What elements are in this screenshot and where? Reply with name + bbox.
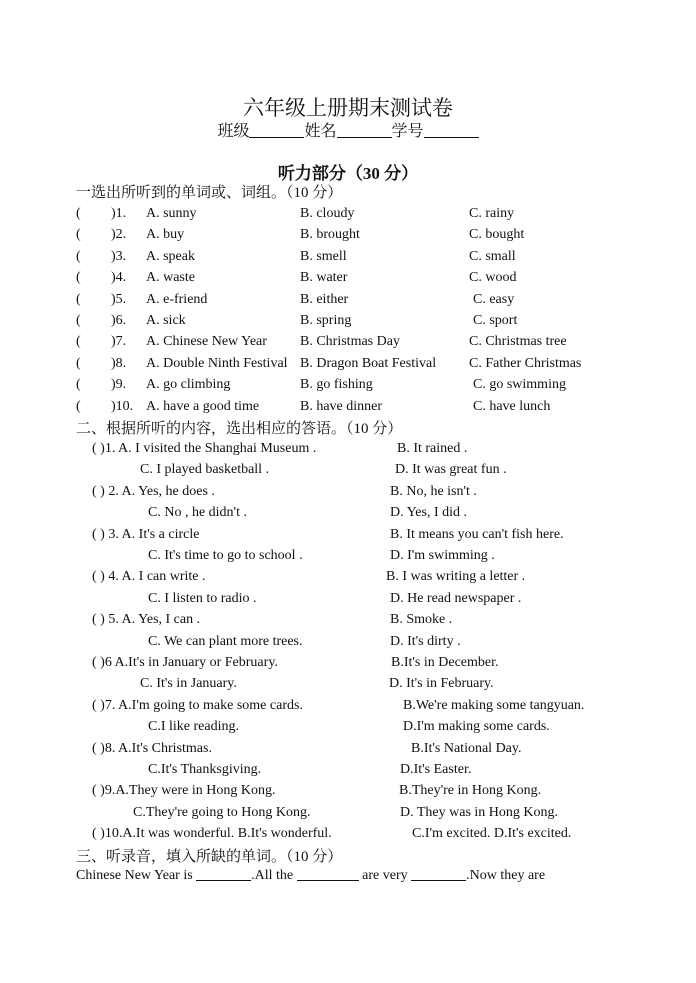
dialog-item-lead: ( )1. A. I visited the Shanghai Museum . — [92, 441, 317, 456]
question-number: )8. — [111, 356, 127, 371]
option-b: B. spring — [300, 313, 352, 328]
option-b: B. cloudy — [300, 206, 355, 221]
option-a: A. e-friend — [146, 292, 208, 307]
class-label: 班级 — [217, 123, 250, 140]
dialog-item-lead: ( ) 3. A. It's a circle — [92, 527, 200, 542]
dialog-item-lead: C. No , he didn't . — [148, 505, 247, 520]
dialog-item-lead: ( ) 4. A. I can write . — [92, 569, 206, 584]
dialog-item-lead: ( ) 5. A. Yes, I can . — [92, 612, 201, 627]
fill-blank-2[interactable] — [297, 866, 359, 881]
question-number: )3. — [111, 249, 127, 264]
question-number: )6. — [111, 313, 127, 328]
section1-title: 一选出所听到的单词或、词组。（10 分） — [76, 185, 343, 201]
dialog-item-lead: C. It's in January. — [140, 676, 237, 691]
dialog-item-right: D. He read newspaper . — [390, 591, 522, 606]
section3-title: 三、听录音，填入所缺的单词。（10 分） — [76, 849, 343, 865]
option-a: A. sick — [146, 313, 186, 328]
dialog-item-lead: C.They're going to Hong Kong. — [133, 805, 311, 820]
option-a: A. waste — [146, 270, 195, 285]
answer-paren: ( — [76, 249, 81, 264]
option-c: C. rainy — [469, 206, 515, 221]
option-b: B. Christmas Day — [300, 334, 400, 349]
dialog-item-right: B.We're making some tangyuan. — [403, 698, 585, 713]
dialog-item-right: B.It's National Day. — [411, 741, 522, 756]
fill-blank-3[interactable] — [411, 866, 466, 881]
fill-text-1: Chinese New Year is — [76, 868, 197, 883]
fill-text-2: .All the — [251, 868, 297, 883]
option-a: A. Chinese New Year — [146, 334, 267, 349]
dialog-item-right: B. No, he isn't . — [390, 484, 477, 499]
dialog-item-lead: ( ) 2. A. Yes, he does . — [92, 484, 215, 499]
answer-paren: ( — [76, 356, 81, 371]
dialog-item-right: D. It's in February. — [389, 676, 494, 691]
listening-heading: 听力部分（30 分） — [277, 164, 419, 183]
dialog-item-lead: ( )8. A.It's Christmas. — [92, 741, 212, 756]
option-c: C. bought — [469, 227, 525, 242]
dialog-item-right: D. Yes, I did . — [390, 505, 468, 520]
dialog-item-lead: C.I like reading. — [148, 719, 239, 734]
name-blank[interactable] — [337, 121, 392, 138]
answer-paren: ( — [76, 270, 81, 285]
question-number: )10. — [111, 399, 134, 414]
answer-paren: ( — [76, 334, 81, 349]
dialog-item-right: D.I'm making some cards. — [403, 719, 550, 734]
answer-paren: ( — [76, 292, 81, 307]
dialog-item-lead: ( )10.A.It was wonderful. B.It's wonderful. — [92, 826, 332, 841]
option-b: B. Dragon Boat Festival — [300, 356, 437, 371]
dialog-item-right: B. It means you can't fish here. — [390, 527, 564, 542]
option-c: C. sport — [473, 313, 518, 328]
dialog-item-right: D. It's dirty . — [390, 634, 461, 649]
question-number: )7. — [111, 334, 127, 349]
option-c: C. small — [469, 249, 516, 264]
option-a: A. speak — [146, 249, 195, 264]
question-number: )1. — [111, 206, 127, 221]
dialog-item-lead: C. I listen to radio . — [148, 591, 257, 606]
dialog-item-lead: C.It's Thanksgiving. — [148, 762, 262, 777]
dialog-item-lead: ( )6 A.It's in January or February. — [92, 655, 278, 670]
answer-paren: ( — [76, 399, 81, 414]
section3-line — [76, 866, 545, 886]
dialog-item-lead: ( )7. A.I'm going to make some cards. — [92, 698, 303, 713]
question-number: )2. — [111, 227, 127, 242]
dialog-item-right: B. It rained . — [397, 441, 468, 456]
number-label: 学号 — [391, 123, 424, 140]
dialog-item-right: B. I was writing a letter . — [386, 569, 526, 584]
option-b: B. smell — [300, 249, 347, 264]
option-c: C. easy — [473, 292, 515, 307]
option-b: B. have dinner — [300, 399, 383, 414]
question-number: )5. — [111, 292, 127, 307]
dialog-item-right: C.I'm excited. D.It's excited. — [412, 826, 572, 841]
option-a: A. have a good time — [146, 399, 260, 414]
dialog-item-lead: C. I played basketball . — [140, 462, 270, 477]
dialog-item-right: D. I'm swimming . — [390, 548, 495, 563]
option-a: A. Double Ninth Festival — [146, 356, 288, 371]
option-b: B. brought — [300, 227, 360, 242]
dialog-item-right: D. It was great fun . — [395, 462, 507, 477]
option-c: C. Christmas tree — [469, 334, 567, 349]
option-a: A. go climbing — [146, 377, 231, 392]
dialog-item-lead: ( )9.A.They were in Hong Kong. — [92, 783, 276, 798]
dialog-item-lead: C. We can plant more trees. — [148, 634, 303, 649]
answer-paren: ( — [76, 227, 81, 242]
option-c: C. go swimming — [473, 377, 566, 392]
option-c: C. have lunch — [473, 399, 551, 414]
question-number: )9. — [111, 377, 127, 392]
fill-text-4: .Now they are — [466, 868, 546, 883]
option-a: A. sunny — [146, 206, 197, 221]
dialog-item-right: B. Smoke . — [390, 612, 453, 627]
exam-title: 六年级上册期末测试卷 — [243, 96, 453, 120]
question-number: )4. — [111, 270, 127, 285]
fill-blank-1[interactable] — [196, 866, 251, 881]
option-a: A. buy — [146, 227, 185, 242]
option-b: B. water — [300, 270, 348, 285]
number-blank[interactable] — [424, 121, 479, 138]
answer-paren: ( — [76, 377, 81, 392]
class-blank[interactable] — [249, 121, 304, 138]
fill-text-3: are very — [358, 868, 412, 883]
option-c: C. wood — [469, 270, 517, 285]
dialog-item-right: D. They was in Hong Kong. — [400, 805, 559, 820]
dialog-item-right: D.It's Easter. — [400, 762, 472, 777]
dialog-item-lead: C. It's time to go to school . — [148, 548, 303, 563]
dialog-item-right: B.They're in Hong Kong. — [399, 783, 542, 798]
option-b: B. go fishing — [300, 377, 373, 392]
dialog-item-right: B.It's in December. — [391, 655, 499, 670]
section2-title: 二、根据所听的内容，选出相应的答语。（10 分） — [76, 421, 403, 437]
student-info-line — [0, 118, 696, 141]
option-b: B. either — [300, 292, 349, 307]
option-c: C. Father Christmas — [469, 356, 582, 371]
answer-paren: ( — [76, 313, 81, 328]
answer-paren: ( — [76, 206, 81, 221]
name-label: 姓名 — [304, 123, 337, 140]
